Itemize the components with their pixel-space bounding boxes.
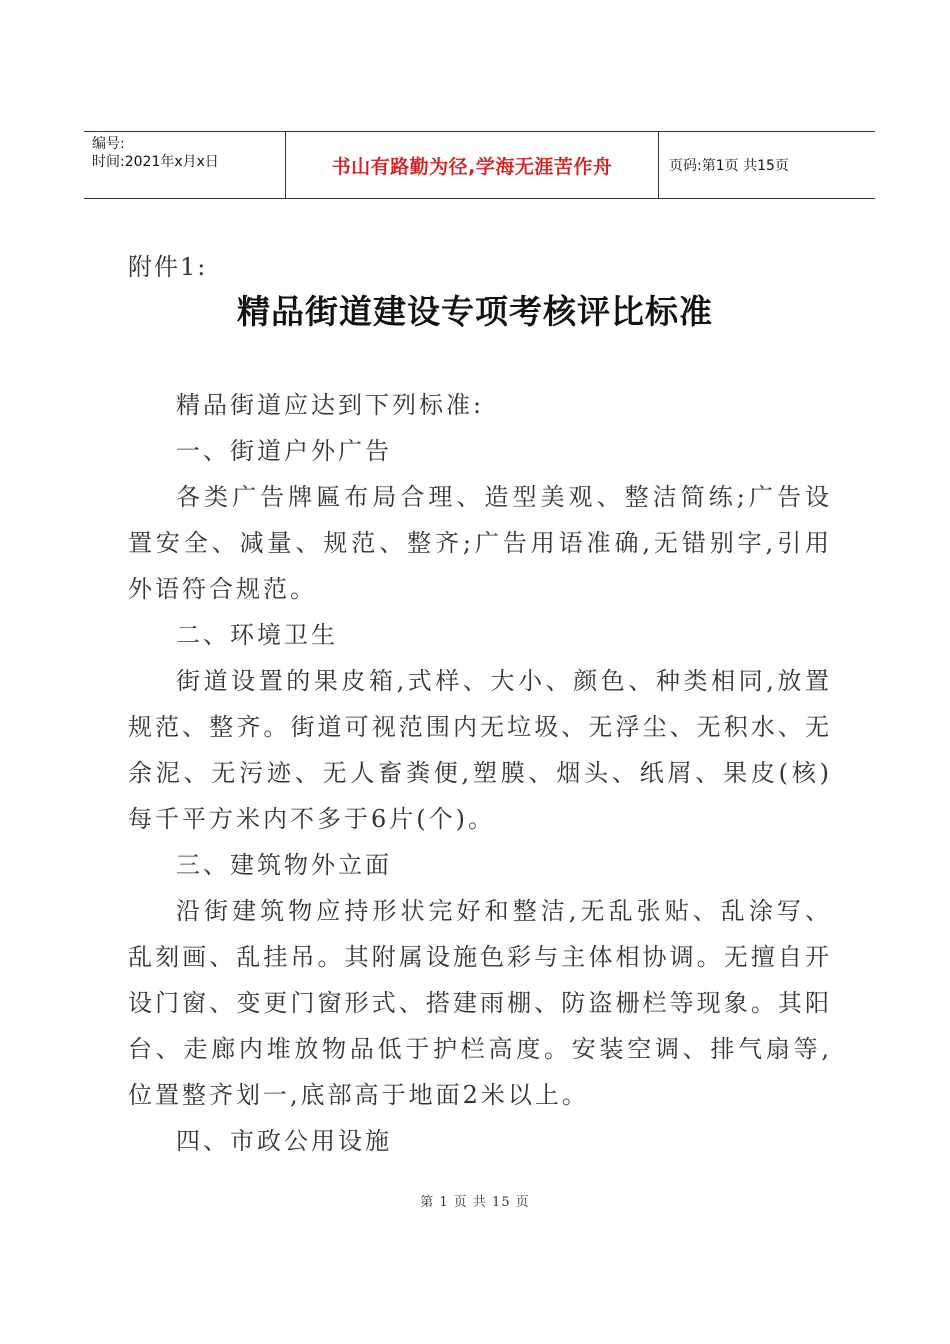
section-body-facade: 沿街建筑物应持形状完好和整洁,无乱张贴、乱涂写、乱刻画、乱挂吊。其附属设施色彩与主体相协调。无擅自开设门窗、变更门窗形式、搭建雨棚、防盗栅栏等现象。其阳台、走廊内堆放物品低于护栏高度。安装空调、排气扇等,位置整齐划一,底部高于地面2米以上。	[128, 897, 832, 1109]
attachment-label: 附件1:	[128, 253, 208, 281]
number-label: 编号:	[92, 136, 125, 152]
section-heading-facade: 三、建筑物外立面	[176, 851, 392, 879]
header-meta	[84, 132, 286, 198]
header-page-info: 页码:第1页 共15页	[669, 158, 789, 174]
section-body-ads: 各类广告牌匾布局合理、造型美观、整洁简练;广告设置安全、减量、规范、整齐;广告用语准确,无错别字,引用外语符合规范。	[128, 483, 832, 603]
section-heading-facilities: 四、市政公用设施	[176, 1127, 392, 1155]
header-motto: 书山有路勤为径,学海无涯苦作舟	[286, 132, 659, 198]
page-footer: 第 1 页 共 15 页	[420, 1195, 530, 1210]
document-body	[128, 382, 832, 1164]
section-heading-sanitation: 二、环境卫生	[176, 621, 338, 649]
section-heading-ads: 一、街道户外广告	[176, 437, 392, 465]
time-label: 时间:2021年x月x日	[92, 154, 219, 170]
intro-paragraph: 精品街道应达到下列标准:	[176, 391, 485, 419]
document-header	[84, 131, 875, 199]
document-title: 精品街道建设专项考核评比标准	[237, 292, 713, 331]
section-body-sanitation: 街道设置的果皮箱,式样、大小、颜色、种类相同,放置规范、整齐。街道可视范围内无垃圾、无浮尘、无积水、无余泥、无污迹、无人畜粪便,塑膜、烟头、纸屑、果皮(核)每千平方米内不多于6片(个)。	[128, 667, 832, 833]
